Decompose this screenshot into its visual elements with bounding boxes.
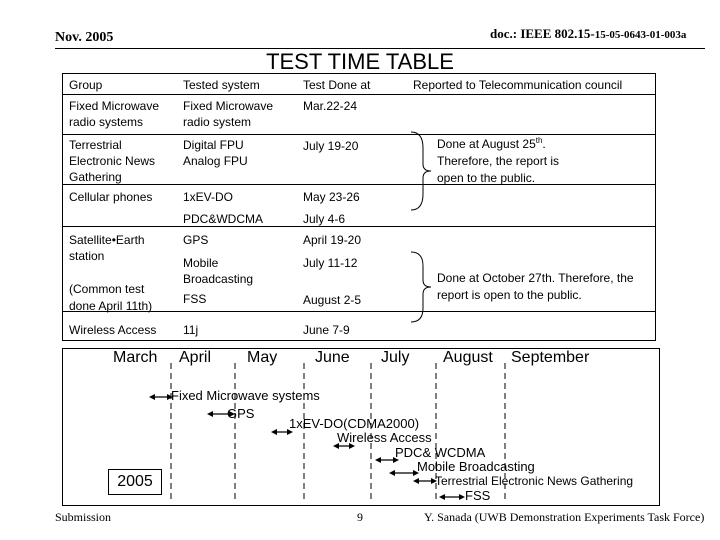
row-group: Cellular phones (69, 190, 153, 204)
month-august: August (443, 349, 493, 366)
row-system: GPS (183, 233, 209, 247)
row-group: Terrestrial Electronic News Gathering (69, 138, 156, 184)
footer-page-number: 9 (357, 510, 363, 524)
brace-icon (403, 250, 433, 324)
test-time-table (62, 73, 656, 341)
bar-label: Fixed Microwave systems (171, 388, 320, 403)
row-date: July 19-20 (303, 139, 359, 153)
note-sup: th (535, 136, 543, 145)
header-doc-id (490, 26, 686, 42)
row-system: Digital FPU Analog FPU (183, 138, 248, 168)
month-may: May (247, 349, 278, 366)
row-date: April 19-20 (303, 233, 362, 247)
col-header-date: Test Done at (303, 78, 371, 92)
doc-suffix: 15-05-0643-01-003a (594, 29, 687, 41)
col-header-group: Group (69, 78, 103, 92)
bar-label: Wireless Access (337, 430, 432, 445)
note-text-post: . Therefore, the report is open to the public. (437, 137, 560, 185)
row-date: August 2-5 (303, 293, 362, 307)
row-system: 1xEV-DO (183, 190, 234, 204)
row-system: FSS (183, 292, 207, 306)
row-date: July 4-6 (303, 212, 346, 226)
footer-author: Y. Sanada (UWB Demonstration Experiments Task Force) (424, 510, 705, 524)
row-system: Mobile Broadcasting (183, 256, 254, 286)
row-system: Fixed Microwave radio system (183, 99, 274, 129)
note-text-pre: Done at August 25 (437, 137, 536, 151)
month-march: March (113, 349, 158, 366)
col-header-reported: Reported to Telecommunication council (413, 78, 623, 92)
col-header-system: Tested system (183, 78, 260, 92)
row-group: Satellite•Earth station (69, 233, 145, 263)
bar-label: FSS (465, 488, 491, 503)
report-note-august (437, 132, 587, 187)
page-title: TEST TIME TABLE (266, 49, 454, 74)
row-system: PDC&WDCMA (183, 212, 263, 226)
row-group: Fixed Microwave radio systems (69, 99, 160, 129)
month-june: June (315, 349, 350, 366)
header-date: Nov. 2005 (55, 30, 114, 45)
row-system: 11j (183, 323, 199, 337)
month-july: July (381, 349, 410, 366)
table-divider (63, 94, 655, 95)
row-date: July 11-12 (303, 256, 358, 270)
row-group: (Common test done April 11th) (69, 282, 153, 313)
doc-prefix: doc.: IEEE 802.15- (490, 26, 595, 41)
footer-submission: Submission (55, 510, 112, 524)
row-date: May 23-26 (303, 190, 360, 204)
bar-label: PDC& WCDMA (395, 445, 486, 460)
report-note-october: Done at October 27th. Therefore, the report is open to the public. (437, 271, 634, 302)
bar-label: 1xEV-DO(CDMA2000) (289, 416, 420, 431)
row-date: June 7-9 (303, 323, 350, 337)
row-group: Wireless Access (69, 323, 157, 337)
row-date: Mar.22-24 (303, 99, 358, 113)
table-divider (63, 226, 655, 227)
year-label: 2005 (108, 469, 162, 495)
bar-label: Mobile Broadcasting (417, 459, 535, 474)
bar-label: GPS (227, 406, 255, 421)
brace-icon (403, 130, 433, 212)
bar-label: Terrestrial Electronic News Gathering (435, 474, 634, 488)
month-september: September (511, 349, 590, 366)
month-april: April (179, 349, 212, 366)
